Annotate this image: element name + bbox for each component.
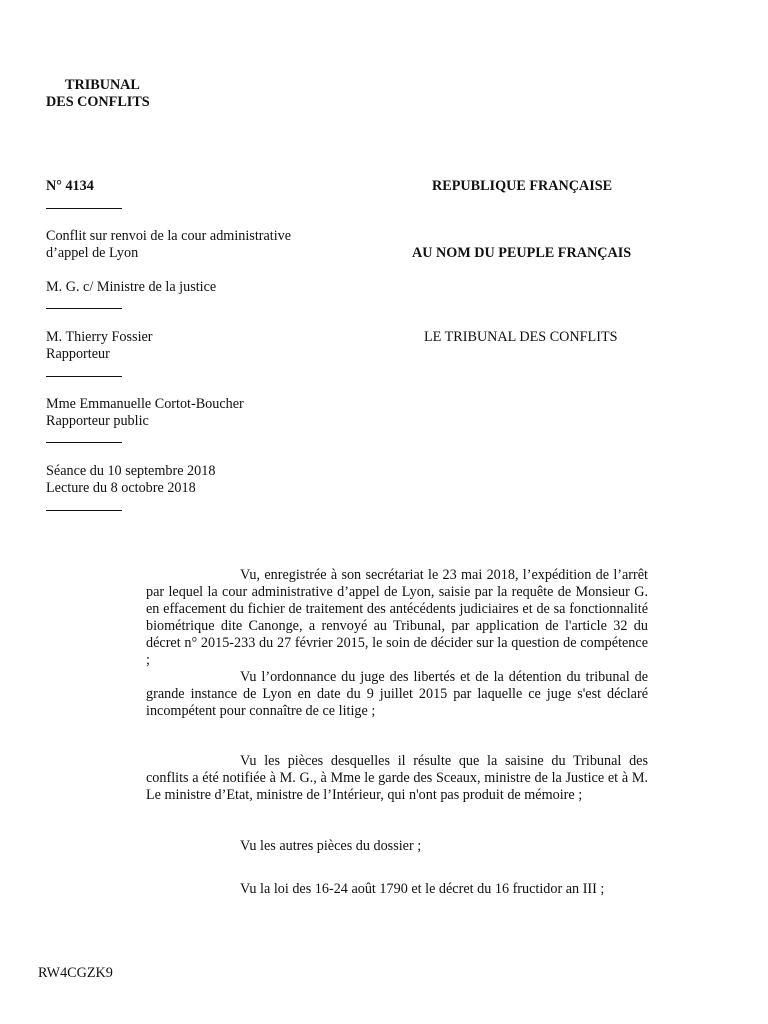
separator-rule [46,510,122,511]
paragraph-visa-5: Vu la loi des 16-24 août 1790 et le décret du 16 fructidor an III ; [240,881,605,897]
paragraph-visa-3: Vu les pièces desquelles il résulte que la saisine du Tribunal des conflits a été notifiée à M. G., à Mme le garde des Sceaux, ministre de la Justice et à M. Le ministre d’Etat, ministre de l’Intérieur, qui n'ont pas produit de mémoire ; [146,753,648,803]
separator-rule [46,308,122,309]
court-name-line2: DES CONFLITS [46,94,150,110]
case-subject-line1: Conflit sur renvoi de la cour administrative [46,228,292,244]
separator-rule [46,376,122,377]
paragraph-visa-1: Vu, enregistrée à son secrétariat le 23 mai 2018, l’expédition de l’arrêt par lequel la cour administrative d’appel de Lyon, saisie par la requête de Monsieur G. en effacement du fichier de traitement des antécédents judiciaires et de sa fonctionnalité biométrique dite Canonge, a renvoyé au Tribunal, par application de l'article 32 du décret n° 2015-233 du 27 février 2015, le soin de décider sur la question de compétence ; [146,567,648,668]
case-number: N° 4134 [46,178,94,194]
name-of-people-heading: AU NOM DU PEUPLE FRANÇAIS [412,245,632,261]
court-name-line1: TRIBUNAL [65,77,140,93]
reading-date: Lecture du 8 octobre 2018 [46,480,196,496]
document-code: RW4CGZK9 [38,965,113,981]
paragraph-visa-2: Vu l’ordonnance du juge des libertés et de la détention du tribunal de grande instance de Lyon en date du 9 juillet 2015 par laquelle ce juge s'est déclaré incompétent pour connaître de ce litige ; [146,669,648,719]
separator-rule [46,442,122,443]
rapporteur-role: Rapporteur [46,346,110,362]
public-rapporteur-name: Mme Emmanuelle Cortot-Boucher [46,396,244,412]
case-parties: M. G. c/ Ministre de la justice [46,279,217,295]
session-date: Séance du 10 septembre 2018 [46,463,216,479]
republic-heading: REPUBLIQUE FRANÇAISE [432,178,613,194]
paragraph-visa-4: Vu les autres pièces du dossier ; [240,838,422,854]
rapporteur-name: M. Thierry Fossier [46,329,153,345]
tribunal-heading: LE TRIBUNAL DES CONFLITS [424,329,618,345]
case-subject-line2: d’appel de Lyon [46,245,139,261]
separator-rule [46,208,122,209]
public-rapporteur-role: Rapporteur public [46,413,149,429]
